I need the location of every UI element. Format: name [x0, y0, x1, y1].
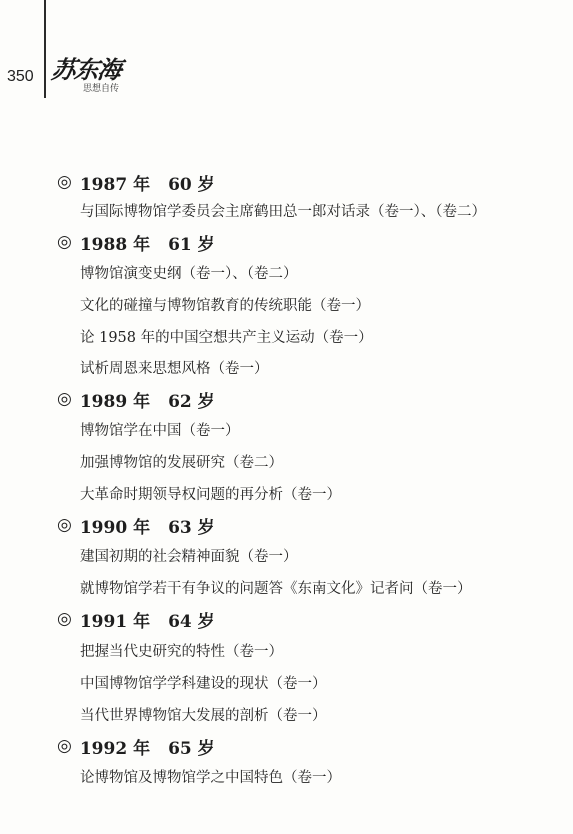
double-circle-icon: ◎	[57, 736, 72, 756]
book-title-logo: 苏东海	[49, 56, 123, 84]
list-item: 就博物馆学若干有争议的问题答《东南文化》记者问（卷一）	[80, 580, 472, 597]
year-heading	[57, 387, 215, 411]
age-label: 61 岁	[168, 234, 215, 255]
list-item: 加强博物馆的发展研究（卷二）	[80, 454, 283, 471]
double-circle-icon: ◎	[57, 389, 72, 409]
list-item: 文化的碰撞与博物馆教育的传统职能（卷一）	[80, 297, 370, 314]
age-label: 63 岁	[168, 517, 215, 538]
double-circle-icon: ◎	[57, 515, 72, 535]
year-label: 1989 年	[79, 391, 151, 412]
age-label: 65 岁	[168, 738, 215, 759]
year-heading	[57, 170, 215, 194]
list-item: 论博物馆及博物馆学之中国特色（卷一）	[80, 769, 341, 786]
double-circle-icon: ◎	[57, 609, 72, 629]
list-item: 大革命时期领导权问题的再分析（卷一）	[80, 486, 341, 503]
year-label: 1987 年	[79, 174, 151, 195]
year-heading	[57, 230, 215, 254]
year-label: 1988 年	[79, 234, 151, 255]
double-circle-icon: ◎	[57, 232, 72, 252]
list-item: 与国际博物馆学委员会主席鹤田总一郎对话录（卷一）、（卷二）	[80, 203, 486, 220]
age-label: 60 岁	[168, 174, 215, 195]
list-item: 试析周恩来思想风格（卷一）	[80, 360, 269, 377]
year-label: 1991 年	[79, 611, 151, 632]
header-divider	[44, 0, 46, 98]
age-label: 64 岁	[168, 611, 215, 632]
list-item: 中国博物馆学学科建设的现状（卷一）	[80, 675, 327, 692]
list-item: 建国初期的社会精神面貌（卷一）	[80, 548, 298, 565]
year-heading	[57, 513, 215, 537]
year-heading	[57, 734, 215, 758]
year-heading	[57, 607, 215, 631]
list-item: 把握当代史研究的特性（卷一）	[80, 643, 283, 660]
page-header	[0, 0, 573, 110]
list-item: 论 1958 年的中国空想共产主义运动（卷一）	[80, 329, 373, 346]
list-item: 博物馆演变史纲（卷一）、（卷二）	[80, 265, 298, 282]
list-item: 当代世界博物馆大发展的剖析（卷一）	[80, 707, 327, 724]
page-number: 350	[7, 68, 34, 85]
book-subtitle: 思想自传	[83, 84, 120, 94]
year-label: 1990 年	[79, 517, 151, 538]
age-label: 62 岁	[168, 391, 215, 412]
year-label: 1992 年	[79, 738, 151, 759]
list-item: 博物馆学在中国（卷一）	[80, 422, 240, 439]
double-circle-icon: ◎	[57, 172, 72, 192]
